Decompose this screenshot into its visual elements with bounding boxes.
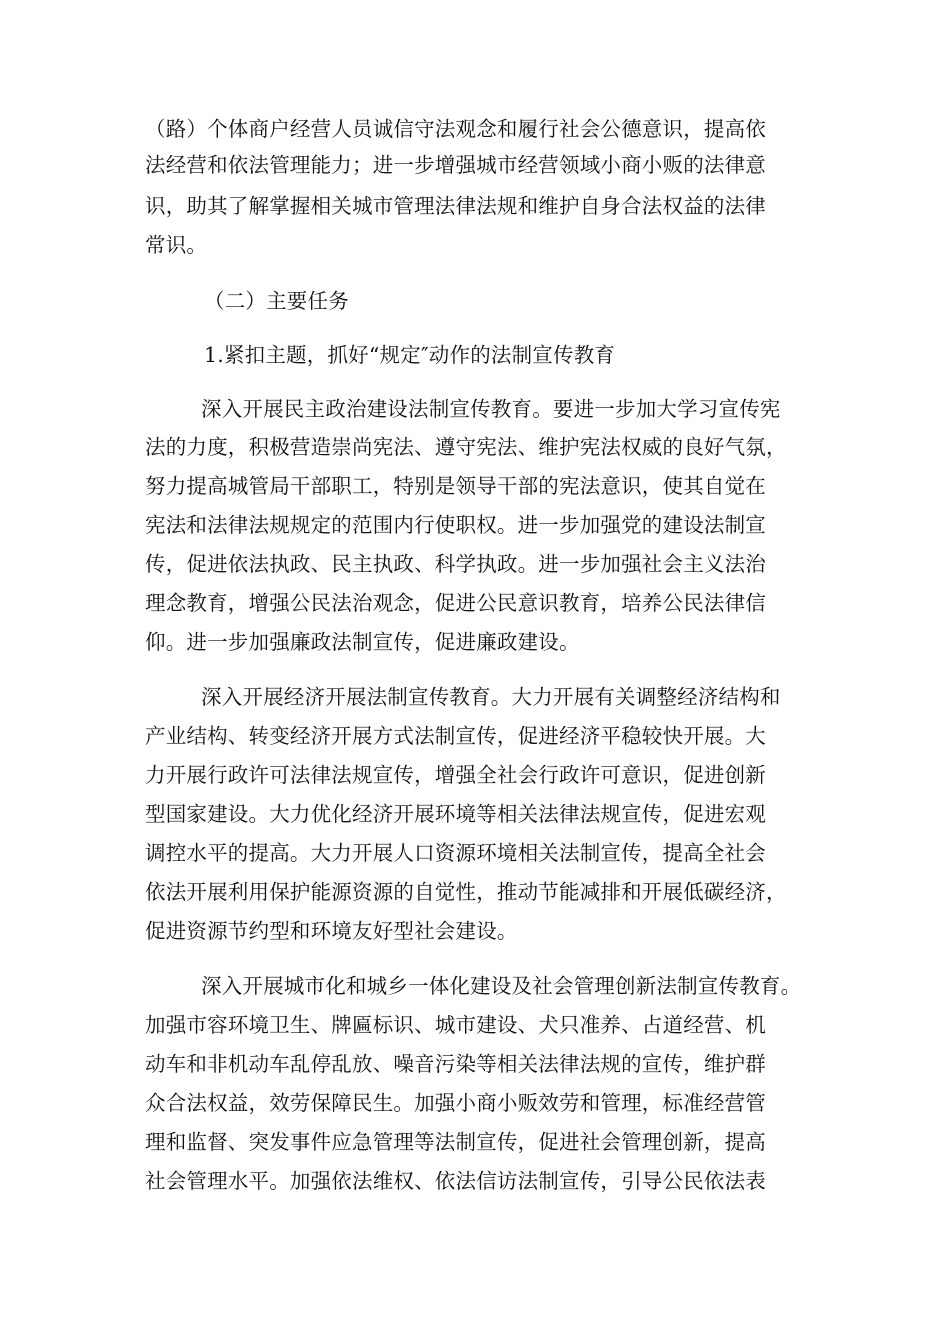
text-line: 法经营和依法管理能力；进一步增强城市经营领域小商小贩的法律意 <box>145 153 766 177</box>
text-line: 加强市容环境卫生、牌匾标识、城市建设、犬只准养、占道经营、机 <box>145 1013 766 1037</box>
text-line: 理和监督、突发事件应急管理等法制宣传，促进社会管理创新，提高 <box>145 1130 766 1154</box>
paragraph-first-line: 深入开展民主政治建设法制宣传教育。要进一步加大学习宣传宪 <box>201 397 781 421</box>
text-line: 众合法权益，效劳保障民生。加强小商小贩效劳和管理，标准经营管 <box>145 1091 766 1115</box>
text-line: 常识。 <box>145 233 208 257</box>
text-line: 仰。进一步加强廉政法制宣传，促进廉政建设。 <box>145 630 580 654</box>
text-line: 识，助其了解掌握相关城市管理法律法规和维护自身合法权益的法律 <box>145 194 766 218</box>
text-line: 动车和非机动车乱停乱放、噪音污染等相关法律法规的宣传，维护群 <box>145 1052 766 1076</box>
text-line: 促进资源节约型和环境友好型社会建设。 <box>145 919 518 943</box>
text-line: 努力提高城管局干部职工，特别是领导干部的宪法意识，使其自觉在 <box>145 474 766 498</box>
paragraph-first-line: 深入开展经济开展法制宣传教育。大力开展有关调整经济结构和 <box>201 685 781 709</box>
paragraph-first-line: 深入开展城市化和城乡一体化建设及社会管理创新法制宣传教育。 <box>201 974 802 998</box>
text-line: 产业结构、转变经济开展方式法制宣传，促进经济平稳较快开展。大 <box>145 724 766 748</box>
text-line: 宪法和法律法规规定的范围内行使职权。进一步加强党的建设法制宣 <box>145 513 766 537</box>
section-heading: （二）主要任务 <box>204 289 349 313</box>
text-line: 型国家建设。大力优化经济开展环境等相关法律法规宣传，促进宏观 <box>145 802 766 826</box>
text-line: 调控水平的提高。大力开展人口资源环境相关法制宣传，提高全社会 <box>145 841 766 865</box>
text-line: 理念教育，增强公民法治观念，促进公民意识教育，培养公民法律信 <box>145 591 766 615</box>
text-line: 力开展行政许可法律法规宣传，增强全社会行政许可意识，促进创新 <box>145 763 766 787</box>
text-line: （路）个体商户经营人员诚信守法观念和履行社会公德意识，提高依 <box>145 117 766 141</box>
text-line: 传，促进依法执政、民主执政、科学执政。进一步加强社会主义法治 <box>145 552 766 576</box>
subsection-heading: 1.紧扣主题，抓好“规定″动作的法制宣传教育 <box>204 343 616 367</box>
text-line: 法的力度，积极营造崇尚宪法、遵守宪法、维护宪法权威的良好气氛， <box>145 435 787 459</box>
text-line: 社会管理水平。加强依法维权、依法信访法制宣传，引导公民依法表 <box>145 1169 766 1193</box>
text-line: 依法开展利用保护能源资源的自觉性，推动节能减排和开展低碳经济， <box>145 880 787 904</box>
